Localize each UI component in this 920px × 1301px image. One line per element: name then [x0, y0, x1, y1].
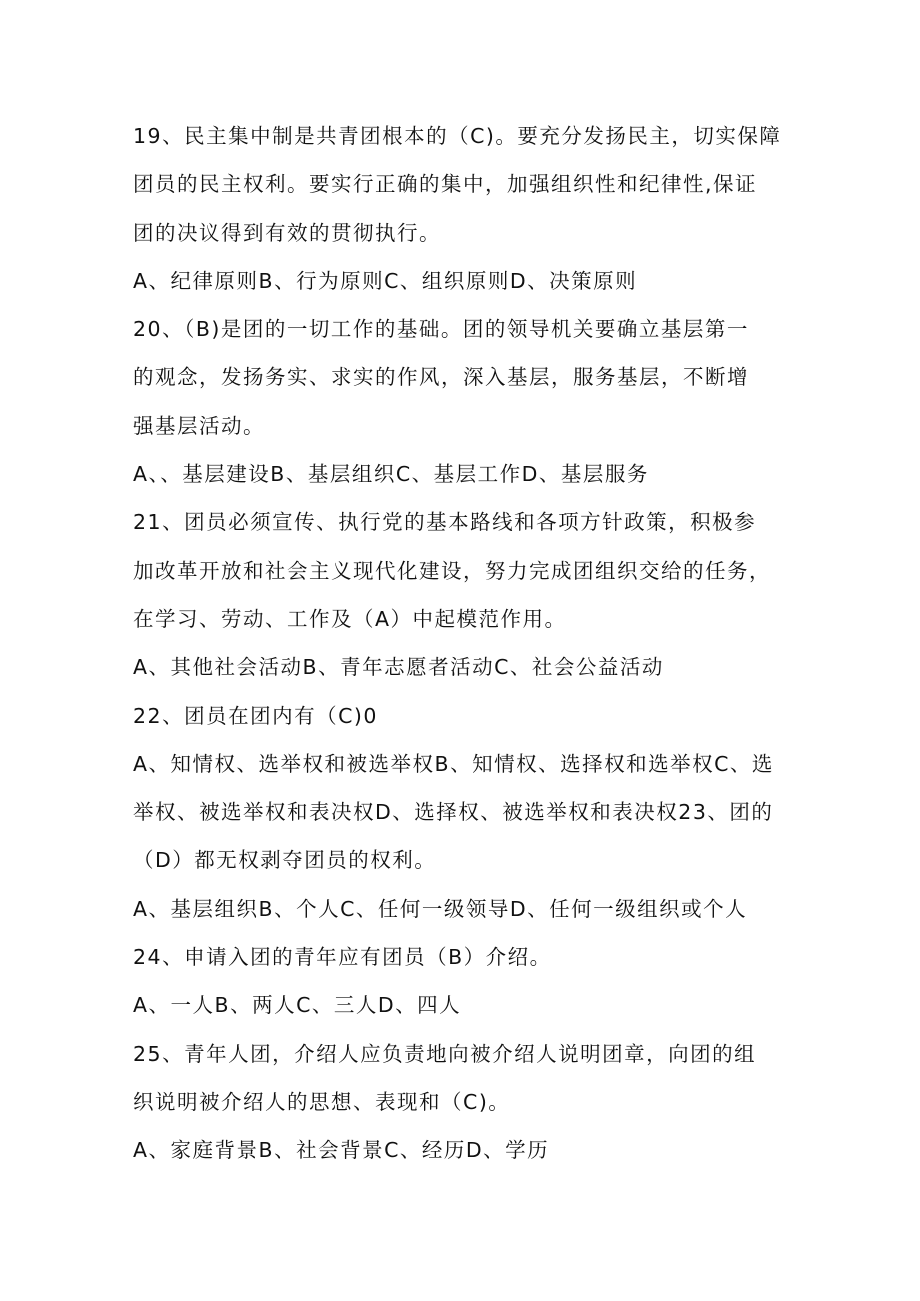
q25-line-2: 织说明被介绍人的思想、表现和（C)。	[133, 1089, 511, 1114]
q25-options: A、家庭背景B、社会背景C、经历D、学历	[133, 1138, 550, 1163]
q20-line-3: 强基层活动。	[133, 413, 265, 438]
q19-line-2: 团员的民主权利。要实行正确的集中，加强组织性和纪律性,保证	[133, 172, 758, 197]
q19-line-3: 团的决议得到有效的贯彻执行。	[133, 220, 441, 245]
q22-options-line-1: A、知情权、选举权和被选举权B、知情权、选择权和选举权C、选	[133, 751, 774, 776]
q19-options: A、纪律原则B、行为原则C、组织原则D、决策原则	[133, 268, 638, 293]
q23-line-1: （D）都无权剥夺团员的权利。	[133, 848, 437, 873]
q22-line-1: 22、团员在团内有（C)0	[133, 703, 378, 728]
q24-line-1: 24、申请入团的青年应有团员（B）介绍。	[133, 945, 552, 970]
q19-line-1: 19、民主集中制是共青团根本的（C)。要充分发扬民主，切实保障	[133, 124, 782, 148]
q25-line-1: 25、青年人团，介绍人应负责地向被介绍人说明团章，向团的组	[133, 1041, 757, 1066]
q24-options: A、一人B、两人C、三人D、四人	[133, 993, 462, 1018]
document-page	[133, 112, 793, 1175]
q22-options-line-2: 举权、被选举权和表决权D、选择权、被选举权和表决权23、团的	[133, 800, 774, 825]
q21-options: A、其他社会活动B、青年志愿者活动C、社会公益活动	[133, 655, 664, 680]
q20-options: A、、基层建设B、基层组织C、基层工作D、基层服务	[133, 462, 649, 487]
q20-line-1: 20、（B)是团的一切工作的基础。团的领导机关要确立基层第一	[133, 317, 749, 342]
q21-line-2: 加改革开放和社会主义现代化建设，努力完成团组织交给的任务，	[133, 558, 771, 583]
q21-line-3: 在学习、劳动、工作及（A）中起模范作用。	[133, 606, 567, 631]
q21-line-1: 21、团员必须宣传、执行党的基本路线和各项方针政策，积极参	[133, 510, 757, 535]
q23-options: A、基层组织B、个人C、任何一级领导D、任何一级组织或个人	[133, 896, 748, 921]
q20-line-2: 的观念，发扬务实、求实的作风，深入基层，服务基层，不断增	[133, 365, 749, 390]
